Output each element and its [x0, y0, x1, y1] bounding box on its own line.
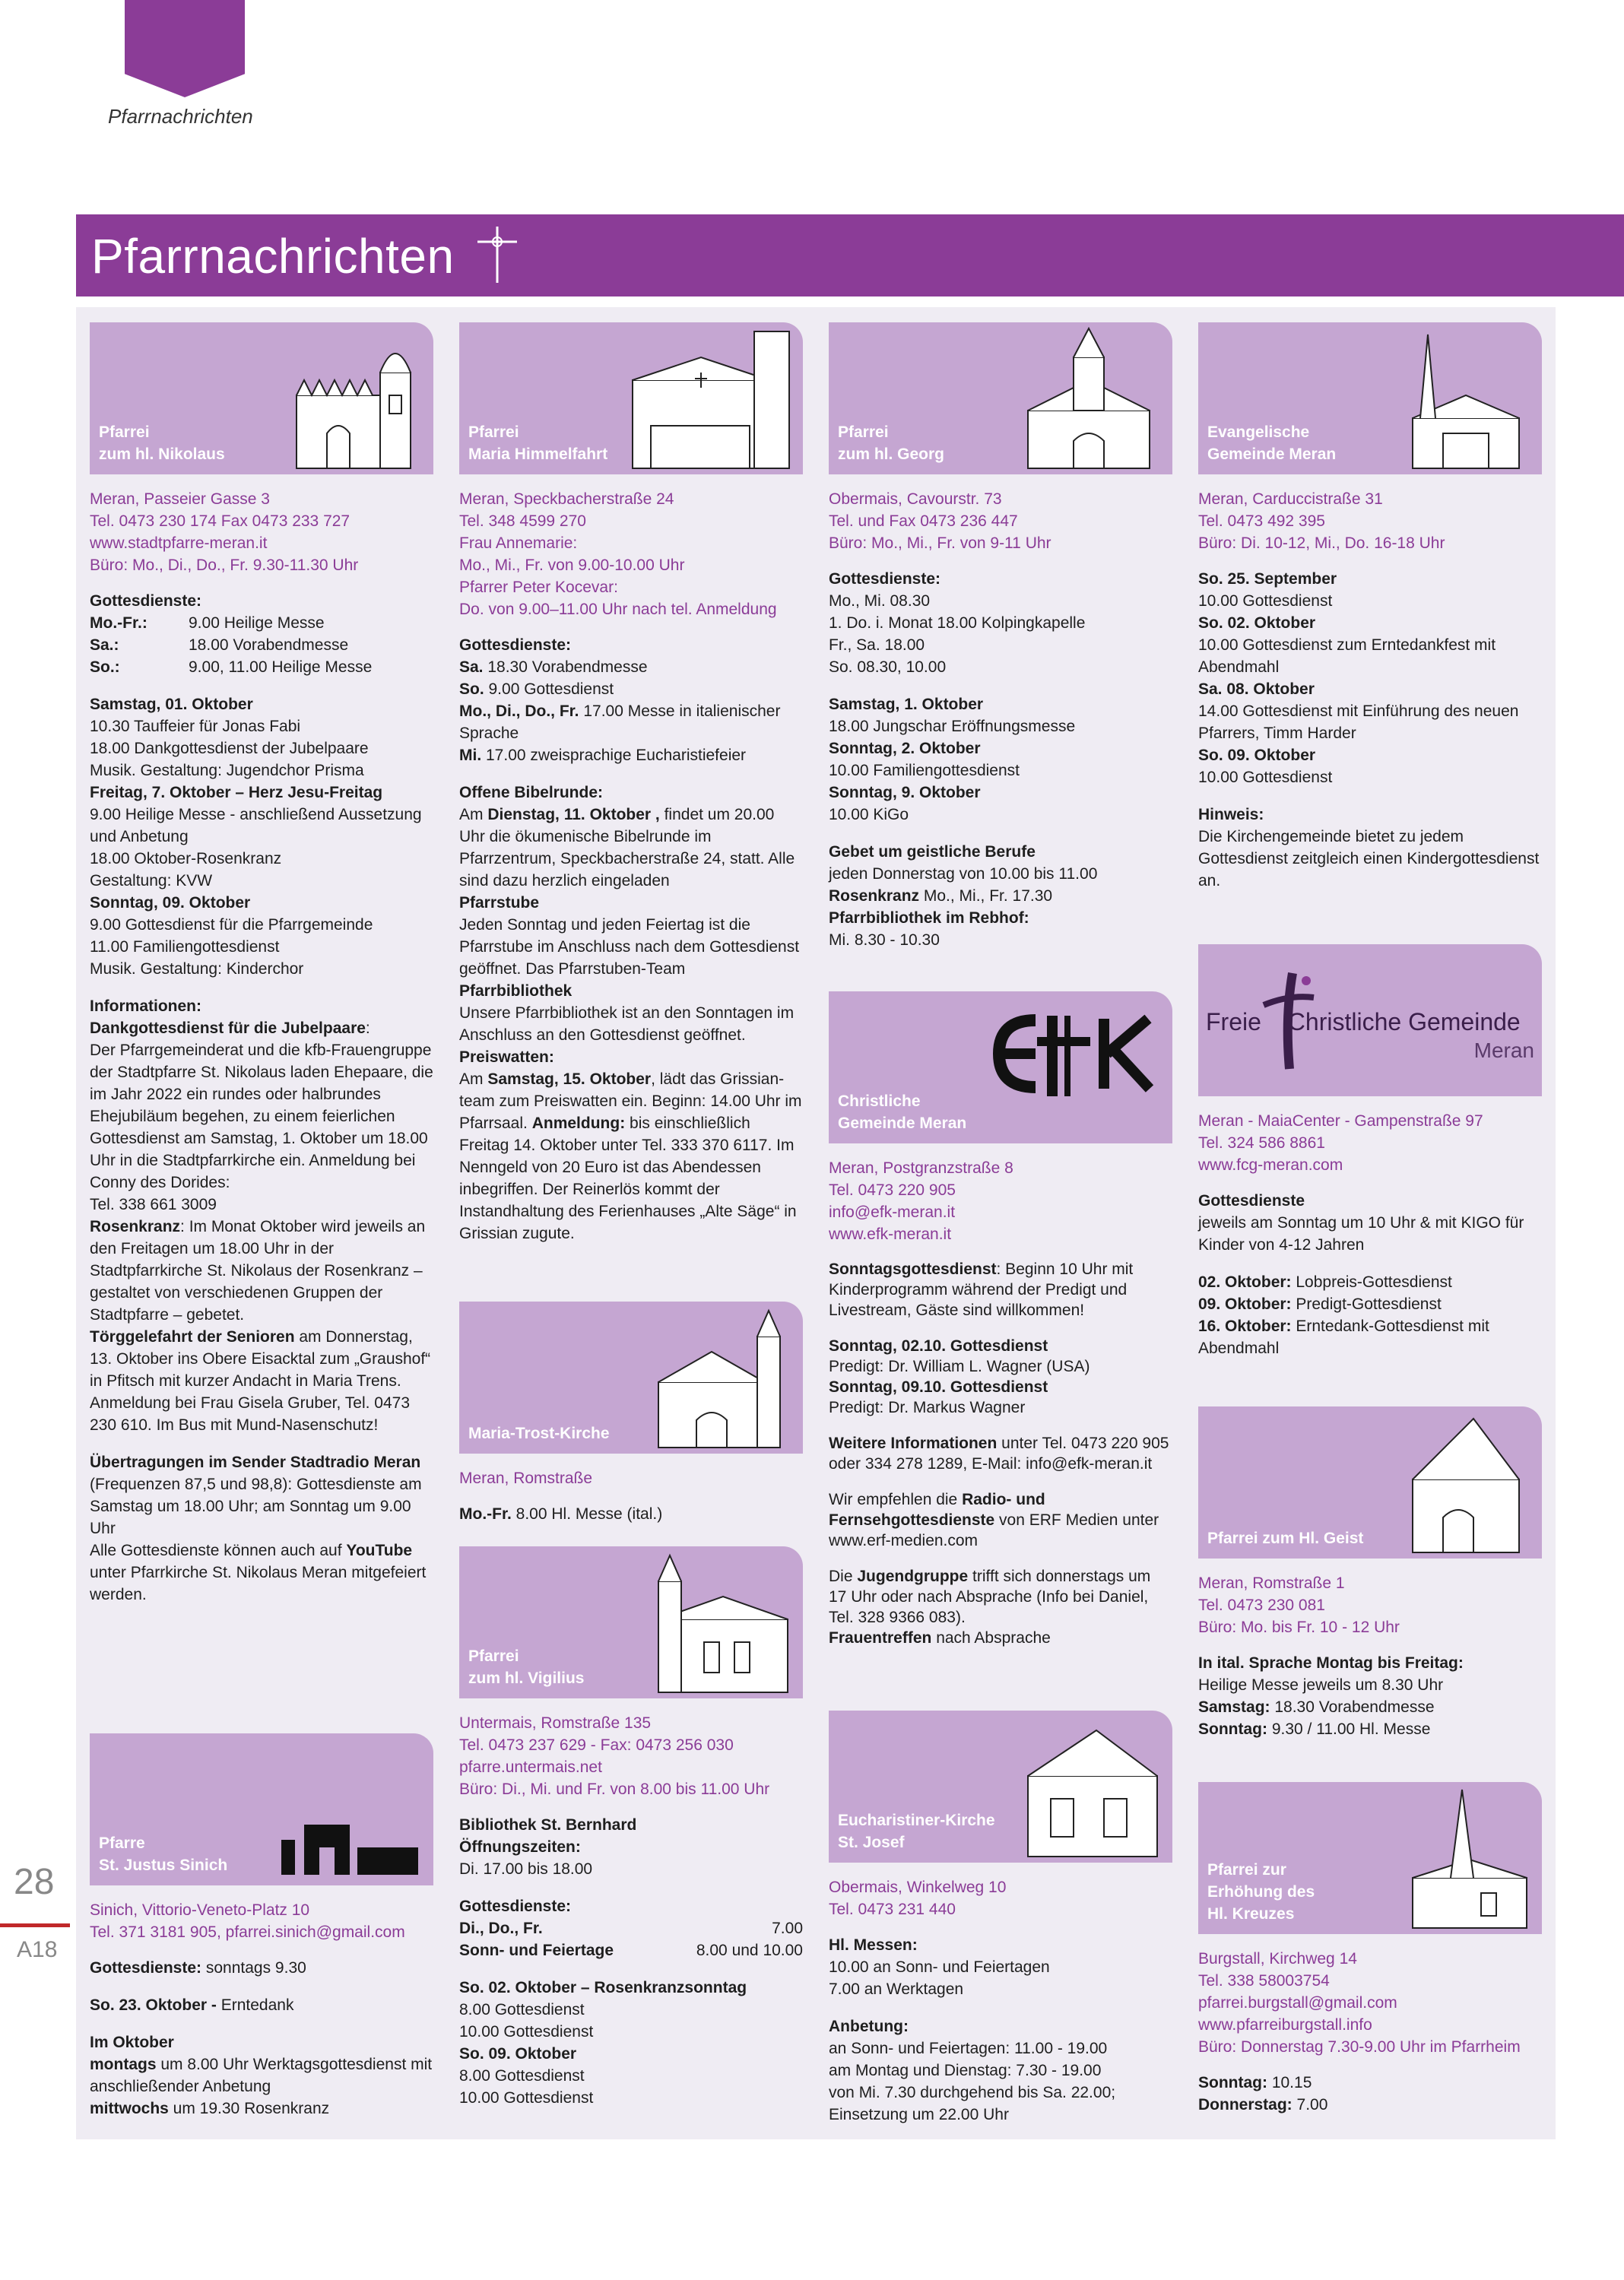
parish-name: Maria-Trost-Kirche — [468, 1425, 610, 1442]
contact-block — [829, 488, 1172, 554]
text: 18.00 Oktober-Rosenkranz — [90, 850, 282, 867]
church-himmelfahrt-icon — [628, 327, 795, 471]
text: Lobpreis-Gottesdienst — [1291, 1273, 1452, 1291]
heading: So. 02. Oktober – Rosenkranzsonntag — [459, 1979, 747, 1996]
contact-line: Tel. 371 3181 905, pfarrei.sinich@gmail.com — [90, 1923, 405, 1941]
efk-block — [829, 1143, 1172, 1663]
contact-line: Obermais, Winkelweg 10 — [829, 1879, 1007, 1896]
text: 10.00 an Sonn- und Feiertagen — [829, 1958, 1050, 1976]
contact-line: Tel. 0473 231 440 — [829, 1901, 956, 1918]
website-link[interactable]: www.efk-meran.it — [829, 1226, 952, 1243]
text: findet um 20.00 Uhr die ökumenische Bibelrunde im Pfarrzentrum, Speckbacherstraße 24, statt. Alle sind dazu herzlich eingeladen — [459, 806, 795, 889]
contact-line: Tel. 0473 230 081 — [1198, 1597, 1325, 1614]
text: 8.00 Gottesdienst — [459, 2001, 585, 2018]
contact-line: Tel. 0473 220 905 — [829, 1181, 956, 1199]
text: trifft sich donnerstags um 17 Uhr oder nach Absprache (Info bei Daniel, Tel. 328 9366 083). — [829, 1568, 1151, 1626]
day-label: Donnerstag: — [1198, 2096, 1293, 2114]
heading: Freitag, 7. Oktober – Herz Jesu-Freitag — [90, 784, 383, 801]
text: 10.30 Tauffeier für Jonas Fabi — [90, 718, 301, 735]
day-label: Mo.-Fr. — [459, 1505, 512, 1523]
text: 8.00 Hl. Messe (ital.) — [511, 1505, 663, 1523]
day-label: Sa. — [459, 658, 484, 676]
contact-block — [459, 488, 803, 620]
text: unter Pfarrkirche St. Nikolaus Meran mitgefeiert werden. — [90, 1564, 427, 1603]
contact-block — [1198, 1948, 1542, 2058]
heading: Gottesdienste: — [459, 636, 572, 654]
day-label: Sonntag: — [1198, 2074, 1267, 2091]
text: Erntedank — [216, 1996, 294, 2014]
contact-line: Büro: Donnerstag 7.30-9.00 Uhr im Pfarrheim — [1198, 2038, 1521, 2056]
contact-block — [90, 1899, 433, 1943]
text: (Frequenzen 87,5 und 98,8): Gottesdienste am Samstag um 18.00 Uhr; am Sonntag um 9.00 Uhr — [90, 1476, 422, 1537]
contact-line: Meran, Romstraße 1 — [1198, 1574, 1345, 1592]
contact-block — [459, 1467, 803, 1489]
heading: Preiswatten: — [459, 1048, 554, 1066]
church-vigilius-icon — [643, 1551, 795, 1695]
fcg-logo-text — [1206, 1008, 1521, 1036]
subheading: Dankgottesdienst für die Jubelpaare — [90, 1019, 366, 1037]
heading: Hl. Messen: — [829, 1936, 918, 1954]
column-1 — [90, 322, 433, 2117]
heading: Gottesdienste: — [90, 1959, 202, 1977]
contact-block — [90, 488, 433, 576]
text: 9.30 / 11.00 Hl. Messe — [1267, 1720, 1431, 1738]
text: Predigt: Dr. William L. Wagner (USA) — [829, 1358, 1090, 1375]
subheading: Rosenkranz — [829, 887, 920, 905]
text: Wir empfehlen die — [829, 1491, 963, 1508]
contact-line: Büro: Mo. bis Fr. 10 - 12 Uhr — [1198, 1619, 1400, 1636]
contact-line: Büro: Di., Mi. und Fr. von 8.00 bis 11.00 Uhr — [459, 1781, 770, 1798]
parish-body: Gottesdienste: Mo.-Fr.: 9.00 Heilige Messe Sa.: 18.00 Vorabendmesse So.: 9.00, 11.00 Heilige Messe Samstag, 01. Oktober 10.30 Tauffeier für Jonas Fabi 18.00 Dankgottesdienst der Jubelpaare Musik. Gestaltung: Jugendchor Prisma Freitag, 7. Oktober – Herz Jesu-Freitag 9.00 Heilige Messe - anschließend Aussetzung und Anbetung 18.00 Oktober-Rosenkranz Gestaltung: KVW Sonntag, 09. Oktober 9.00 Gottesdienst für die Pfarrgemeinde 11.00 Familiengottesdienst Musik. Gestaltung: Kinderchor Informationen: Dankgottesdienst für die Jubelpaare: Der Pfarrgemeinderat und die kfb-Frauengruppe der Stadtpfarre St. Nikolaus laden Ehepaare, die im Jahr 2022 ein rundes oder halbrundes Ehejubiläum begehen, zu einem feierlichen Gottesdienst am Samstag, 1. Oktober um 18.00 Uhr in die Stadtpfarrkirche ein. Anmeldung bei Conny des Dorides: Tel. 338 661 3009 Rosenkranz: Im Monat Oktober wird jeweils an den Freitagen um 18.00 Uhr in der Stadtpfarrkirche St. Nikolaus der Rosenkranz – gestaltet von verschiedenen Gruppen der Stadtpfarre – gebetet. Törggelefahrt der Senioren am Donnerstag, 13. Oktober ins Obere Eisacktal zum „Graushof“ in Pfitsch mit kurzer Andacht in Maria Trens. Anmeldung bei Frau Gisela Gruber, Tel. 0473 230 610. Im Bus mit Mund-Nasenschutz! Übertragungen im Sender Stadtradio Meran (Frequenzen 87,5 und 98,8): Gottesdienste am Samstag um 18.00 Uhr; am Sonntag um 9.00 Uhr Alle Gottesdienste können auch auf YouTube unter Pfarrkirche St. Nikolaus Meran mitgefeiert werden. — [90, 592, 433, 1603]
text: jeden Donnerstag von 10.00 bis 11.00 — [829, 865, 1098, 883]
church-trost-icon — [643, 1306, 795, 1451]
website-link[interactable]: www.fcg-meran.com — [1198, 1156, 1343, 1174]
heading: Pfarrbibliothek im Rebhof: — [829, 909, 1029, 927]
heading: Sonntag, 02.10. Gottesdienst — [829, 1337, 1048, 1355]
text: Mi. 8.30 - 10.30 — [829, 931, 940, 949]
text: Heilige Messe jeweils um 8.30 Uhr — [1198, 1676, 1444, 1694]
heading: Pfarrbibliothek — [459, 982, 573, 1000]
text: 7.00 — [1292, 2096, 1328, 2114]
heading: Sonntag, 9. Oktober — [829, 784, 981, 801]
contact-line: Tel. 0473 492 395 — [1198, 512, 1325, 530]
heading: So. 09. Oktober — [1198, 747, 1316, 764]
contact-line: Frau Annemarie: — [459, 534, 578, 552]
church-geist-icon — [1405, 1411, 1534, 1555]
column-4 — [1198, 322, 1542, 2114]
date-label: Dienstag, 11. Oktober , — [487, 806, 660, 823]
contact-line: Tel. 338 58003754 — [1198, 1972, 1330, 1990]
text: 10.00 Familiengottesdienst — [829, 762, 1020, 779]
cross-icon — [474, 225, 520, 284]
heading: Informationen: — [90, 997, 201, 1015]
text: Erntedank-Gottesdienst mit Abendmahl — [1198, 1318, 1489, 1357]
church-evang-icon — [1405, 327, 1534, 471]
contact-line: Meran - MaiaCenter - Gampenstraße 97 — [1198, 1112, 1483, 1130]
subheading: Übertragungen im Sender Stadtradio Meran — [90, 1454, 421, 1471]
contact-line: Meran, Romstraße — [459, 1470, 593, 1487]
parish-header-josef — [829, 1711, 1172, 1863]
text: Der Pfarrgemeinderat und die kfb-Frauengruppe der Stadtpfarre St. Nikolaus laden Ehepaare, die im Jahr 2022 ein rundes oder halbrundes Ehejubiläum begehen, zu einem feierlichen Gottesdienst am Samstag, 1. Oktober um 18.00 Uhr in die Stadtpfarrkirche ein. Anmeldung bei Conny des Dorides: — [90, 1042, 433, 1191]
parish-name: Pfarrei zum Hl. Geist — [1207, 1530, 1364, 1547]
text: 10.00 Gottesdienst zum Erntedankfest mit Abendmahl — [1198, 636, 1496, 676]
text: 18.30 Vorabendmesse — [483, 658, 648, 676]
text: 9.00 Heilige Messe - anschließend Aussetzung und Anbetung — [90, 806, 422, 845]
time-text: 9.00, 11.00 Heilige Messe — [189, 658, 373, 676]
parish-body — [459, 1814, 803, 2109]
content-panel — [76, 307, 1556, 2139]
text: am Montag und Dienstag: 7.30 - 19.00 — [829, 2062, 1102, 2079]
text: 10.00 Gottesdienst — [1198, 592, 1333, 610]
parish-header-kreuz — [1198, 1782, 1542, 1934]
text: Mo., Mi. 08.30 — [829, 592, 931, 610]
top-tab — [125, 0, 245, 97]
contact-block — [459, 1712, 803, 1800]
day-label: Sa.: — [90, 636, 119, 654]
heading: Gottesdienste: — [90, 592, 202, 610]
time-text: 18.00 Vorabendmesse — [189, 636, 349, 654]
contact-block — [829, 1876, 1172, 1920]
section-band — [76, 214, 1624, 296]
text: bis einschließlich Freitag 14. Oktober unter Tel. 333 370 6117. Im Nenngeld von 20 Euro ist das Abendessen inbegriffen. Der Reinerlös kommt der Instandhaltung des Ferienhauses „Alte Säge“ in Grissian zugute. — [459, 1115, 797, 1242]
subheading: Jugendgruppe — [857, 1568, 969, 1585]
text: um 19.30 Rosenkranz — [168, 2100, 330, 2117]
contact-line: Meran, Speckbacherstraße 24 — [459, 490, 674, 508]
efk-logo-icon — [991, 1008, 1159, 1099]
fcg-header — [1198, 944, 1542, 1096]
heading: Sonntagsgottesdienst — [829, 1261, 997, 1278]
heading: So. 02. Oktober — [1198, 614, 1316, 632]
efk-logo — [991, 1008, 1159, 1103]
text: Musik. Gestaltung: Jugendchor Prisma — [90, 762, 364, 779]
contact-line: Pfarrer Peter Kocevar: — [459, 579, 618, 596]
text: an Sonn- und Feiertagen: 11.00 - 19.00 — [829, 2040, 1108, 2057]
parish-name: Christliche Gemeinde Meran — [838, 1092, 967, 1132]
parish-body — [829, 1934, 1172, 2126]
text: Di. 17.00 bis 18.00 — [459, 1860, 593, 1878]
fcg-logo-word: Freie — [1206, 1008, 1261, 1035]
page-sub-number: A18 — [17, 1937, 58, 1962]
text: Jeden Sonntag und jeden Feiertag ist die Pfarrstube im Anschluss nach dem Gottesdienst geöffnet. Das Pfarrstuben-Team — [459, 916, 800, 978]
parish-body — [1198, 2072, 1542, 2116]
parish-header-efk — [829, 991, 1172, 1143]
contact-line: Meran, Passeier Gasse 3 — [90, 490, 270, 508]
church-kreuz-icon — [1405, 1787, 1534, 1931]
text: 17.00 Messe in italienischer Sprache — [459, 702, 781, 742]
parish-header-trost — [459, 1302, 803, 1454]
text: Predigt: Dr. Markus Wagner — [829, 1399, 1026, 1416]
parish-header-himmelfahrt — [459, 322, 803, 474]
text: Musik. Gestaltung: Kinderchor — [90, 960, 304, 978]
parish-body — [829, 1259, 1172, 1648]
heading: Sonntag, 09.10. Gottesdienst — [829, 1378, 1048, 1396]
subheading: Törggelefahrt der Senioren — [90, 1328, 295, 1346]
contact-line: pfarre.untermais.net — [459, 1758, 602, 1776]
text: Predigt-Gottesdienst — [1291, 1295, 1442, 1313]
parish-header-evang — [1198, 322, 1542, 474]
subheading: Rosenkranz — [90, 1218, 181, 1235]
parish-name: Pfarrei zur Erhöhung des Hl. Kreuzes — [1207, 1861, 1315, 1923]
text: 10.00 Gottesdienst — [459, 2023, 594, 2041]
text: 9.00 Gottesdienst für die Pfarrgemeinde — [90, 916, 373, 934]
subheading: montags — [90, 2056, 157, 2073]
parish-body — [1198, 1190, 1542, 1359]
text: Tel. 338 661 3009 — [90, 1196, 217, 1213]
contact-line: Tel. 0473 230 174 Fax 0473 233 727 — [90, 512, 350, 530]
heading: Offene Bibelrunde: — [459, 784, 604, 801]
parish-header-vigilius — [459, 1546, 803, 1698]
parish-body — [459, 634, 803, 1245]
kreuz-block — [1198, 1934, 1542, 2131]
contact-line: Untermais, Romstraße 135 — [459, 1714, 652, 1732]
heading: Hinweis: — [1198, 806, 1264, 823]
heading: So. 09. Oktober — [459, 2045, 577, 2063]
contact-line: Tel. und Fax 0473 236 447 — [829, 512, 1018, 530]
email-link[interactable]: info@efk-meran.it — [829, 1203, 956, 1221]
text: 8.00 Gottesdienst — [459, 2067, 585, 2085]
text: Einsetzung um 22.00 Uhr — [829, 2106, 1009, 2123]
heading: Öffnungszeiten: — [459, 1838, 581, 1856]
day-label: So. — [459, 680, 484, 698]
contact-block — [1198, 1572, 1542, 1638]
contact-line: Burgstall, Kirchweg 14 — [1198, 1950, 1357, 1968]
heading: Gottesdienste: — [459, 1898, 572, 1915]
heading: In ital. Sprache Montag bis Freitag: — [1198, 1654, 1464, 1672]
contact-line: Meran, Postgranzstraße 8 — [829, 1159, 1013, 1177]
josef-block — [829, 1863, 1172, 2141]
text: nach Absprache — [931, 1629, 1051, 1647]
date-label: 02. Oktober: — [1198, 1273, 1292, 1291]
parish-header-geist — [1198, 1406, 1542, 1559]
day-label: So.: — [90, 658, 120, 676]
parish-name: Pfarrei zum hl. Vigilius — [468, 1647, 585, 1687]
subheading: Radio- und Fernsehgottesdienste — [829, 1491, 1045, 1529]
fcg-logo-word: Christliche — [1287, 1008, 1402, 1035]
column-3 — [829, 322, 1172, 2123]
column-2 — [459, 322, 803, 2107]
parish-name: Pfarrei zum hl. Nikolaus — [99, 423, 225, 463]
day-label: Mo., Di., Do., Fr. — [459, 702, 579, 720]
church-josef-icon — [1013, 1715, 1165, 1860]
heading: Sonntag, 2. Oktober — [829, 740, 981, 757]
text: 1. Do. i. Monat 18.00 Kolpingkapelle — [829, 614, 1086, 632]
heading: So. 25. September — [1198, 570, 1337, 588]
text: 9.00 Gottesdienst — [484, 680, 614, 698]
parish-name: Eucharistiner-Kirche St. Josef — [838, 1812, 995, 1851]
text: , lädt das Grissian-team zum Preiswatten ein. Beginn: 14.00 Uhr im Pfarrsaal. — [459, 1070, 802, 1132]
email-link[interactable]: pfarrei.burgstall@gmail.com — [1198, 1994, 1397, 2012]
heading: Gottesdienste: — [829, 570, 941, 588]
time-text: 7.00 — [772, 1920, 803, 1937]
parish-body — [1198, 568, 1542, 892]
text: 11.00 Familiengottesdienst — [90, 938, 280, 956]
contact-block — [1198, 1110, 1542, 1176]
text: Unsere Pfarrbibliothek ist an den Sonntagen im Anschluss an den Gottesdienst geöffnet. — [459, 1004, 795, 1044]
text: Alle Gottesdienste können auch auf — [90, 1542, 347, 1559]
parish-header-justus — [90, 1733, 433, 1885]
text: 10.00 KiGo — [829, 806, 909, 823]
text: unter Tel. 0473 220 905 oder 334 278 1289, E-Mail: info@efk-meran.it — [829, 1435, 1169, 1473]
text: 7.00 an Werktagen — [829, 1980, 964, 1998]
contact-line: Büro: Mo., Di., Do., Fr. 9.30-11.30 Uhr — [90, 557, 359, 574]
section-title: Pfarrnachrichten — [91, 229, 455, 284]
fcg-logo-city: Meran — [1473, 1039, 1534, 1062]
text: Die — [829, 1568, 858, 1585]
text: Fr., Sa. 18.00 — [829, 636, 925, 654]
page-rule — [0, 1923, 70, 1927]
church-georg-icon — [1013, 327, 1165, 471]
justus-block — [90, 1885, 433, 2135]
heading: Bibliothek St. Bernhard — [459, 1816, 637, 1834]
parish-body — [459, 1503, 803, 1525]
contact-line: Mo., Mi., Fr. von 9.00-10.00 Uhr — [459, 557, 685, 574]
contact-block — [1198, 488, 1542, 554]
day-label: Di., Do., Fr. — [459, 1920, 543, 1937]
text: 18.00 Dankgottesdienst der Jubelpaare — [90, 740, 369, 757]
text: Die Kirchengemeinde bietet zu jedem Gottesdienst zeitgleich einen Kindergottesdienst an. — [1198, 828, 1540, 889]
heading: Anbetung: — [829, 2018, 909, 2035]
date-label: 16. Oktober: — [1198, 1318, 1292, 1335]
time-text: 9.00 Heilige Messe — [189, 614, 325, 632]
fcg-block — [1198, 1096, 1542, 1375]
day-label: Sonntag: — [1198, 1720, 1267, 1738]
heading: Sa. 08. Oktober — [1198, 680, 1315, 698]
heading: Samstag, 01. Oktober — [90, 696, 253, 713]
text: jeweils am Sonntag um 10 Uhr & mit KIGO für Kinder von 4-12 Jahren — [1198, 1214, 1524, 1254]
parish-header-nikolaus — [90, 322, 433, 474]
text: von ERF Medien unter www.erf-medien.com — [829, 1511, 1159, 1549]
heading: Samstag, 1. Oktober — [829, 696, 984, 713]
contact-line: Büro: Di. 10-12, Mi., Do. 16-18 Uhr — [1198, 534, 1445, 552]
vigilius-block — [459, 1698, 803, 2124]
text: am Donnerstag, 13. Oktober ins Obere Eisacktal zum „Graushof“ in Pfitsch mit kurzer Andacht in Maria Trens. Anmeldung bei Frau Gisela Gruber, Tel. 0473 230 610. Im Bus mit Mund-Nasenschutz! — [90, 1328, 431, 1434]
contact-line: Tel. 324 586 8861 — [1198, 1134, 1325, 1152]
website-link[interactable]: www.pfarreiburgstall.info — [1198, 2016, 1372, 2034]
text: 18.30 Vorabendmesse — [1270, 1698, 1435, 1716]
parish-body — [829, 568, 1172, 951]
parish-body — [90, 1957, 433, 2120]
day-label: Mo.-Fr.: — [90, 614, 147, 632]
day-label: Samstag: — [1198, 1698, 1270, 1716]
running-head: Pfarrnachrichten — [108, 105, 253, 128]
heading: So. 23. Oktober - — [90, 1996, 217, 2014]
subheading: Frauentreffen — [829, 1629, 932, 1647]
text: So. 08.30, 10.00 — [829, 658, 947, 676]
text: 10.15 — [1267, 2074, 1312, 2091]
geist-block — [1198, 1559, 1542, 1755]
text: Gestaltung: KVW — [90, 872, 213, 889]
parish-name: Pfarre St. Justus Sinich — [99, 1834, 228, 1874]
day-label: Sonn- und Feiertage — [459, 1942, 614, 1959]
contact-line: Sinich, Vittorio-Veneto-Platz 10 — [90, 1901, 310, 1919]
text: Mo., Mi., Fr. 17.30 — [919, 887, 1053, 905]
text: 18.00 Jungschar Eröffnungsmesse — [829, 718, 1076, 735]
text: : Im Monat Oktober wird jeweils an den Freitagen um 18.00 Uhr in der Stadtpfarrkirche St. Nikolaus der Rosenkranz – gestaltet von verschiedenen Gruppen der Stadtpfarre – gebetet. — [90, 1218, 426, 1324]
contact-block — [829, 1157, 1172, 1245]
text: 14.00 Gottesdienst mit Einführung des neuen Pfarrers, Timm Harder — [1198, 702, 1519, 742]
text: Am — [459, 806, 488, 823]
contact-line: Do. von 9.00–11.00 Uhr nach tel. Anmeldung — [459, 601, 777, 618]
text: sonntags 9.30 — [201, 1959, 306, 1977]
day-label: Mi. — [459, 747, 482, 764]
time-text: 8.00 und 10.00 — [696, 1942, 803, 1959]
contact-line: Tel. 0473 237 629 - Fax: 0473 256 030 — [459, 1736, 734, 1754]
contact-line: Obermais, Cavourstr. 73 — [829, 490, 1002, 508]
heading: Weitere Informationen — [829, 1435, 998, 1452]
church-ruin-icon — [274, 1787, 426, 1878]
text: Am — [459, 1070, 488, 1088]
date-label: 09. Oktober: — [1198, 1295, 1292, 1313]
trost-block — [459, 1454, 803, 1540]
text: 10.00 Gottesdienst — [1198, 769, 1333, 786]
contact-line: Meran, Carduccistraße 31 — [1198, 490, 1383, 508]
text: : Beginn 10 Uhr mit Kinderprogramm während der Predigt und Livestream, Gäste sind willkommen! — [829, 1261, 1134, 1319]
date-label: Samstag, 15. Oktober — [487, 1070, 652, 1088]
contact-line: Tel. 348 4599 270 — [459, 512, 586, 530]
subheading: mittwochs — [90, 2100, 169, 2117]
heading: Gottesdienste — [1198, 1192, 1305, 1210]
contact-line: Büro: Mo., Mi., Fr. von 9-11 Uhr — [829, 534, 1051, 552]
text: 10.00 Gottesdienst — [459, 2089, 594, 2107]
parish-name: Evangelische Gemeinde Meran — [1207, 423, 1337, 463]
church-nikolaus-icon — [289, 327, 426, 471]
heading: Im Oktober — [90, 2034, 174, 2051]
heading: Sonntag, 09. Oktober — [90, 894, 251, 912]
heading: Gebet um geistliche Berufe — [829, 843, 1036, 861]
parish-header-georg — [829, 322, 1172, 474]
parish-name: Pfarrei zum hl. Georg — [838, 423, 945, 463]
parish-body — [1198, 1652, 1542, 1740]
youtube-label: YouTube — [346, 1542, 413, 1559]
text: 17.00 zweisprachige Eucharistiefeier — [481, 747, 747, 764]
page-number: 28 — [14, 1862, 55, 1902]
text: von Mi. 7.30 durchgehend bis Sa. 22.00; — [829, 2084, 1116, 2101]
heading: Pfarrstube — [459, 894, 540, 912]
fcg-logo-word: Gemeinde — [1408, 1008, 1521, 1035]
contact-line: www.stadtpfarre-meran.it — [90, 534, 268, 552]
parish-name: Pfarrei Maria Himmelfahrt — [468, 423, 608, 463]
text: um 8.00 Uhr Werktagsgottesdienst mit anschließender Anbetung — [90, 2056, 433, 2095]
subheading: Anmeldung: — [531, 1115, 626, 1132]
